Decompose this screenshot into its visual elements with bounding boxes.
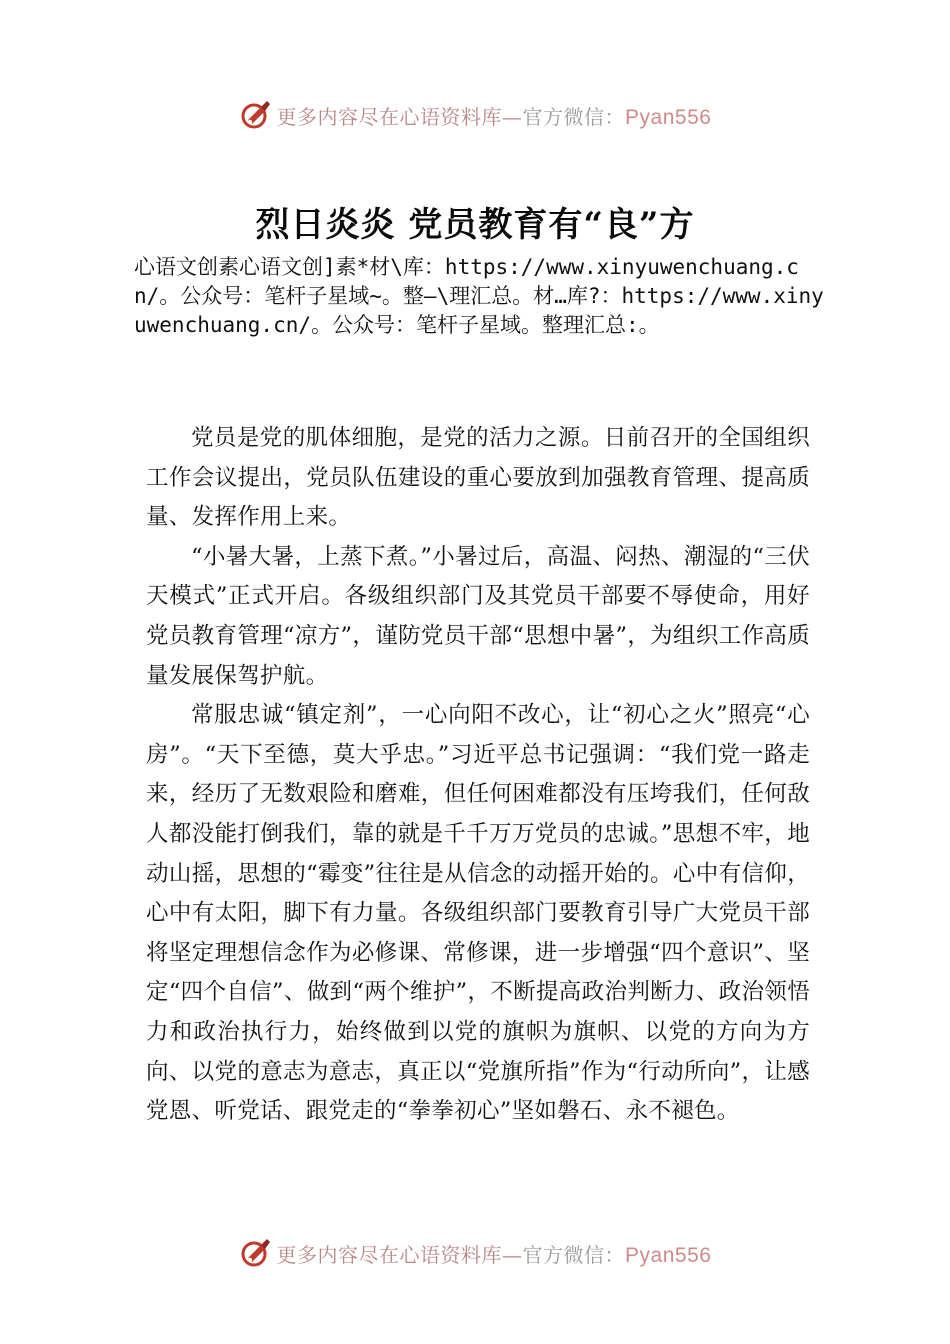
banner-site-text: 更多内容尽在心语资料库— — [276, 1242, 523, 1267]
banner-text — [277, 1239, 712, 1268]
pen-logo-icon — [239, 1236, 273, 1270]
footer-banner — [0, 1233, 950, 1273]
article-paragraph-2: “小暑大暑，上蒸下煮。”小暑过后，高温、闷热、潮湿的“三伏天模式”正式开启。各级组织部门及其党员干部要不辱使命，用好党员教育管理“凉方”，谨防党员干部“思想中暑”，为组织工作高质量发展保驾护航。 — [146, 543, 810, 689]
header-banner — [0, 95, 950, 135]
banner-site-text: 更多内容尽在心语资料库— — [276, 104, 523, 129]
banner-wechat-id: Pyan556 — [625, 105, 712, 129]
pen-logo-icon — [239, 98, 273, 132]
source-note: 心语文创素心语文创]素*材\库：https://www.xinyuwenchuang.cn/。公众号：笔杆子星域~。整—\理汇总。材…库?：https://www.xinyuwenchuang.cn/。公众号：笔杆子星域。整理汇总:。 — [134, 255, 824, 337]
banner-wechat-label: 官方微信： — [522, 1242, 626, 1267]
article-body — [146, 419, 810, 1132]
banner-wechat-label: 官方微信： — [522, 104, 626, 129]
banner-text — [277, 101, 712, 130]
article-paragraph-1: 党员是党的肌体细胞，是党的活力之源。日前召开的全国组织工作会议提出，党员队伍建设的重心要放到加强教育管理、提高质量、发挥作用上来。 — [146, 425, 810, 531]
document-title: 烈日炎炎 党员教育有“良”方 — [255, 205, 695, 245]
banner-wechat-id: Pyan556 — [625, 1243, 712, 1267]
article-paragraph-3: 常服忠诚“镇定剂”，一心向阳不改心，让“初心之火”照亮“心房”。“天下至德，莫大乎忠。”习近平总书记强调：“我们党一路走来，经历了无数艰险和磨难，但任何困难都没有压垮我们，任何敌人都没能打倒我们，靠的就是千千万万党员的忠诚。”思想不牢，地动山摇，思想的“霉变”往往是从信念的动摇开始的。心中有信仰，心中有太阳，脚下有力量。各级组织部门要教育引导广大党员干部将坚定理想信念作为必修课、常修课，进一步增强“四个意识”、坚定“四个自信”、做到“两个维护”，不断提高政治判断力、政治领悟力和政治执行力，始终做到以党的旗帜为旗帜、以党的方向为方向、以党的意志为意志，真正以“党旗所指”作为“行动所向”，让感党恩、听党话、跟党走的“拳拳初心”坚如磐石、永不褪色。 — [146, 702, 810, 1125]
